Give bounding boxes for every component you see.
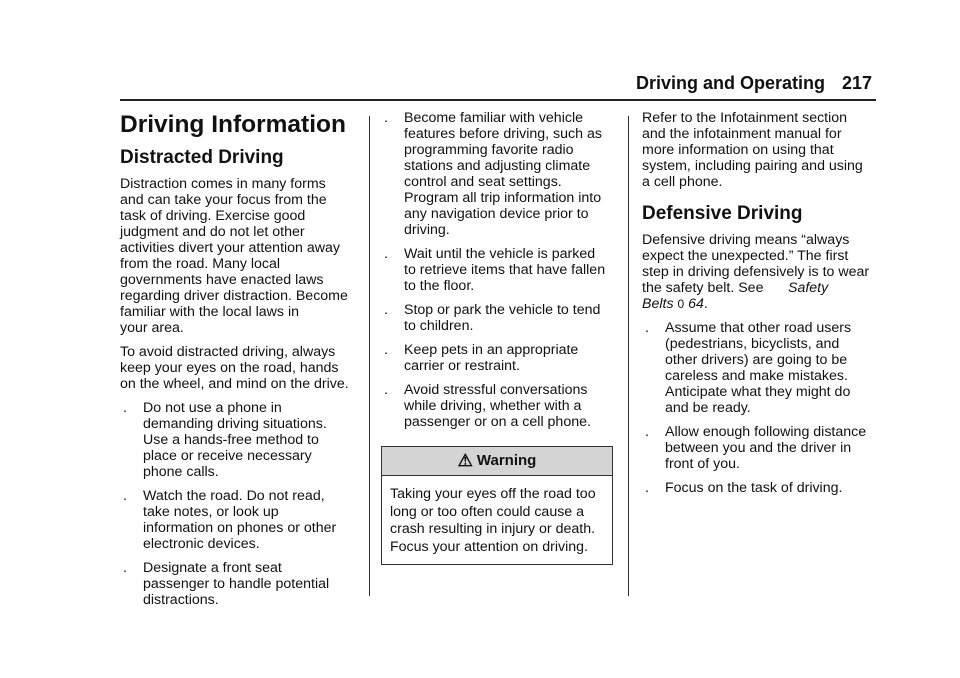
text-line: place or receive necessary bbox=[143, 448, 312, 464]
text-line: to children. bbox=[404, 318, 474, 334]
running-header-title: Driving and Operating bbox=[636, 73, 826, 93]
cross-reference-page[interactable]: 64 bbox=[688, 296, 704, 312]
text-line: governments have enacted laws bbox=[120, 272, 324, 288]
list-item bbox=[381, 342, 613, 374]
text-line: long or too often could cause a bbox=[390, 503, 585, 520]
bullet-icon: . bbox=[123, 560, 127, 576]
text-line: and be ready. bbox=[665, 400, 751, 416]
cross-reference-link-b[interactable]: Belts bbox=[642, 296, 674, 312]
text-line: Stop or park the vehicle to tend bbox=[404, 302, 601, 318]
warning-title: Warning bbox=[476, 452, 537, 469]
text-line: Watch the road. Do not read, bbox=[143, 488, 325, 504]
text-line: information on phones or other bbox=[143, 520, 337, 536]
text-line: control and seat settings. bbox=[404, 174, 562, 190]
text-line: front of you. bbox=[665, 456, 740, 472]
bullet-icon: . bbox=[645, 480, 649, 496]
text-line: demanding driving situations. bbox=[143, 416, 327, 432]
list-item bbox=[381, 382, 613, 430]
list-item bbox=[381, 302, 613, 334]
safety-ref-second-line: Belts 0 64. bbox=[642, 296, 708, 312]
bullet-icon: . bbox=[123, 488, 127, 504]
text-line: system, including pairing and using bbox=[642, 158, 863, 174]
text-line: Assume that other road users bbox=[665, 320, 852, 336]
column-divider-2 bbox=[628, 116, 629, 596]
text-line: while driving, whether with a bbox=[404, 398, 582, 414]
warning-icon: ⚠ bbox=[457, 451, 473, 470]
text-line: Focus your attention on driving. bbox=[390, 538, 588, 555]
bullet-icon: . bbox=[645, 320, 649, 336]
text-line: task of driving. Exercise good bbox=[120, 208, 306, 224]
cross-reference-link-a[interactable]: Safety bbox=[788, 280, 829, 296]
column-2 bbox=[381, 110, 613, 565]
text-line: any navigation device prior to bbox=[404, 206, 589, 222]
text-line: phone calls. bbox=[143, 464, 219, 480]
list-item bbox=[642, 320, 878, 416]
text-line: on the wheel, and mind on the drive. bbox=[120, 376, 349, 392]
text-line: carrier or restraint. bbox=[404, 358, 520, 374]
text-line: electronic devices. bbox=[143, 536, 260, 552]
text-line: Designate a front seat bbox=[143, 560, 282, 576]
text-line: step in driving defensively is to wear bbox=[642, 264, 870, 280]
bullet-icon: . bbox=[384, 302, 388, 318]
bullet-list-col2 bbox=[381, 110, 613, 430]
text-line: to the floor. bbox=[404, 278, 475, 294]
list-item bbox=[642, 480, 878, 496]
section-title: Driving Information bbox=[120, 111, 346, 138]
bullet-icon: . bbox=[123, 400, 127, 416]
list-item bbox=[381, 246, 613, 294]
text-line: passenger or on a cell phone. bbox=[404, 414, 591, 430]
text-line: more information on using that bbox=[642, 142, 834, 158]
column-1 bbox=[120, 110, 358, 616]
list-item bbox=[120, 560, 358, 608]
column-divider-1 bbox=[369, 116, 370, 596]
text-line: Use a hands-free method to bbox=[143, 432, 319, 448]
warning-body bbox=[382, 476, 612, 564]
bullet-list-col1 bbox=[120, 400, 358, 608]
text-line: Become familiar with vehicle bbox=[404, 110, 583, 126]
subsection-title-defensive: Defensive Driving bbox=[642, 203, 803, 224]
bullet-icon: . bbox=[645, 424, 649, 440]
text-line: a cell phone. bbox=[642, 174, 723, 190]
text-line: careless and make mistakes. bbox=[665, 368, 848, 384]
text-line: and can take your focus from the bbox=[120, 192, 327, 208]
text-line: Distraction comes in many forms bbox=[120, 176, 326, 192]
text-line: Allow enough following distance bbox=[665, 424, 867, 440]
paragraph-defensive bbox=[642, 232, 878, 312]
text-line: and the infotainment manual for bbox=[642, 126, 842, 142]
text-line: from the road. Many local bbox=[120, 256, 281, 272]
text-line: Refer to the Infotainment section bbox=[642, 110, 848, 126]
column-3 bbox=[642, 110, 878, 504]
paragraph-infotainment bbox=[642, 110, 878, 190]
bullet-list-col3 bbox=[642, 320, 878, 496]
text-line: Do not use a phone in bbox=[143, 400, 282, 416]
text-line: Wait until the vehicle is parked bbox=[404, 246, 596, 262]
bullet-icon: . bbox=[384, 342, 388, 358]
text-line: judgment and do not let other bbox=[120, 224, 305, 240]
text-line: Program all trip information into bbox=[404, 190, 602, 206]
list-item bbox=[120, 488, 358, 552]
text-line: Taking your eyes off the road too bbox=[390, 486, 596, 502]
page-number: 217 bbox=[842, 73, 873, 93]
text-line: expect the unexpected.” The first bbox=[642, 248, 849, 264]
text-line: the safety belt. See bbox=[642, 280, 764, 296]
list-item bbox=[642, 424, 878, 472]
text-line: activities divert your attention away bbox=[120, 240, 341, 256]
text-line: between you and the driver in bbox=[665, 440, 852, 456]
text-line: stations and adjusting climate bbox=[404, 158, 591, 174]
text-line: your area. bbox=[120, 320, 184, 336]
page-ref-icon: 0 bbox=[677, 297, 685, 311]
bullet-icon: . bbox=[384, 246, 388, 262]
text-line: Keep pets in an appropriate bbox=[404, 342, 579, 358]
text-line: Focus on the task of driving. bbox=[665, 480, 843, 496]
text-line: To avoid distracted driving, always bbox=[120, 344, 336, 360]
text-line: familiar with the local laws in bbox=[120, 304, 299, 320]
text-line: regarding driver distraction. Become bbox=[120, 288, 348, 304]
text-line: Defensive driving means “always bbox=[642, 232, 850, 248]
text-line: take notes, or look up bbox=[143, 504, 279, 520]
text-line: passenger to handle potential bbox=[143, 576, 330, 592]
warning-box bbox=[381, 446, 613, 565]
paragraph-avoid bbox=[120, 344, 358, 392]
bullet-icon: . bbox=[384, 110, 388, 126]
text-line: keep your eyes on the road, hands bbox=[120, 360, 339, 376]
text-line: to retrieve items that have fallen bbox=[404, 262, 606, 278]
warning-header bbox=[382, 447, 612, 476]
text-line: (pedestrians, bicyclists, and bbox=[665, 336, 840, 352]
text-line: driving. bbox=[404, 222, 450, 238]
list-item bbox=[120, 400, 358, 480]
text-line: crash resulting in injury or death. bbox=[390, 521, 596, 537]
text-line: distractions. bbox=[143, 592, 219, 608]
text-line: features before driving, such as bbox=[404, 126, 602, 142]
bullet-icon: . bbox=[384, 382, 388, 398]
text-line: Anticipate what they might do bbox=[665, 384, 851, 400]
text-line: Avoid stressful conversations bbox=[404, 382, 588, 398]
paragraph-distraction bbox=[120, 176, 358, 336]
header-divider bbox=[120, 99, 876, 101]
text-line: programming favorite radio bbox=[404, 142, 574, 158]
text-line: other drivers) are going to be bbox=[665, 352, 848, 368]
subsection-title-distracted: Distracted Driving bbox=[120, 147, 284, 168]
list-item bbox=[381, 110, 613, 238]
